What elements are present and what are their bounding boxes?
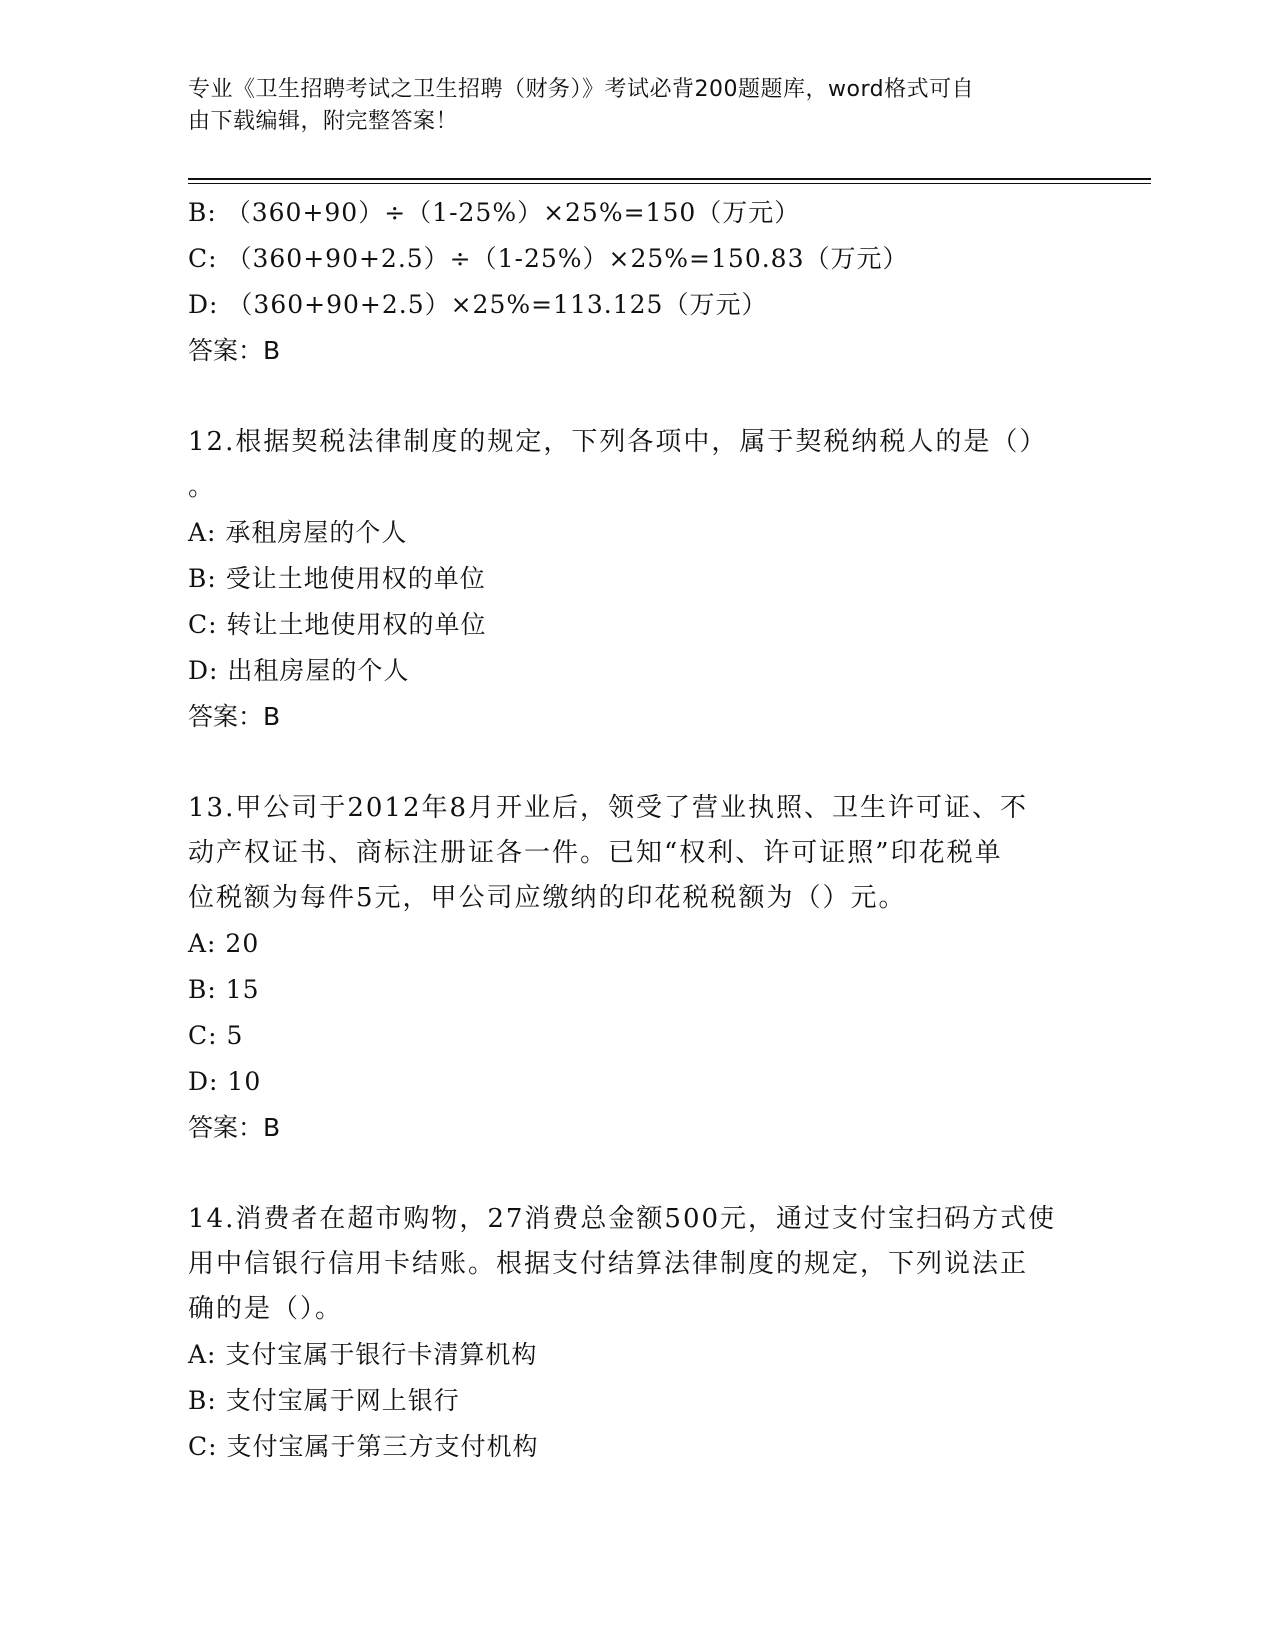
header-divider-thin xyxy=(188,183,1151,184)
question-list xyxy=(188,190,1088,1470)
spacer xyxy=(188,740,1088,786)
option-c: C: 转让土地使用权的单位 xyxy=(188,610,487,639)
document-header xyxy=(188,74,1068,138)
option-a: A: 支付宝属于银行卡清算机构 xyxy=(188,1340,538,1369)
option-a: A: 20 xyxy=(188,929,260,958)
question-13 xyxy=(188,786,1088,1151)
question-stem xyxy=(188,786,1078,921)
answer: 答案：B xyxy=(188,702,281,731)
stem-line: 动产权证书、商标注册证各一件。已知“权利、许可证照”印花税单 xyxy=(188,838,1003,868)
option-d: D: 出租房屋的个人 xyxy=(188,656,410,685)
header-title-line-1: 专业《卫生招聘考试之卫生招聘（财务）》考试必背200题题库，word格式可自 xyxy=(188,77,975,102)
option-c: C: （360+90+2.5）÷（1-25%）×25%=150.83（万元） xyxy=(188,244,909,273)
question-12 xyxy=(188,420,1088,740)
question-14 xyxy=(188,1197,1088,1470)
spacer xyxy=(188,1151,1088,1197)
stem-line: 。 xyxy=(188,472,217,502)
question-11 xyxy=(188,190,1088,374)
answer: 答案：B xyxy=(188,1113,281,1142)
stem-line: 确的是（）。 xyxy=(188,1294,344,1324)
option-d: D: （360+90+2.5）×25%=113.125（万元） xyxy=(188,290,768,319)
stem-line: 12.根据契税法律制度的规定，下列各项中，属于契税纳税人的是（） xyxy=(188,427,1048,457)
option-b: B: 15 xyxy=(188,975,260,1004)
spacer xyxy=(188,374,1088,420)
stem-line: 用中信银行信用卡结账。根据支付结算法律制度的规定，下列说法正 xyxy=(188,1249,1029,1279)
question-stem xyxy=(188,1197,1078,1332)
stem-line: 位税额为每件5元，甲公司应缴纳的印花税税额为（）元。 xyxy=(188,883,907,913)
option-b: B: （360+90）÷（1-25%）×25%=150（万元） xyxy=(188,198,801,227)
option-b: B: 受让土地使用权的单位 xyxy=(188,564,486,593)
option-d: D: 10 xyxy=(188,1067,262,1096)
option-a: A: 承租房屋的个人 xyxy=(188,518,408,547)
stem-line: 13.甲公司于2012年8月开业后，领受了营业执照、卫生许可证、不 xyxy=(188,793,1029,823)
header-divider-thick xyxy=(188,178,1151,180)
option-b: B: 支付宝属于网上银行 xyxy=(188,1386,460,1415)
option-c: C: 5 xyxy=(188,1021,244,1050)
stem-line: 14.消费者在超市购物，27消费总金额500元，通过支付宝扫码方式使 xyxy=(188,1204,1057,1234)
header-title-line-2: 由下载编辑，附完整答案！ xyxy=(188,109,459,134)
question-stem xyxy=(188,420,1078,510)
answer: 答案：B xyxy=(188,336,281,365)
option-c: C: 支付宝属于第三方支付机构 xyxy=(188,1432,539,1461)
